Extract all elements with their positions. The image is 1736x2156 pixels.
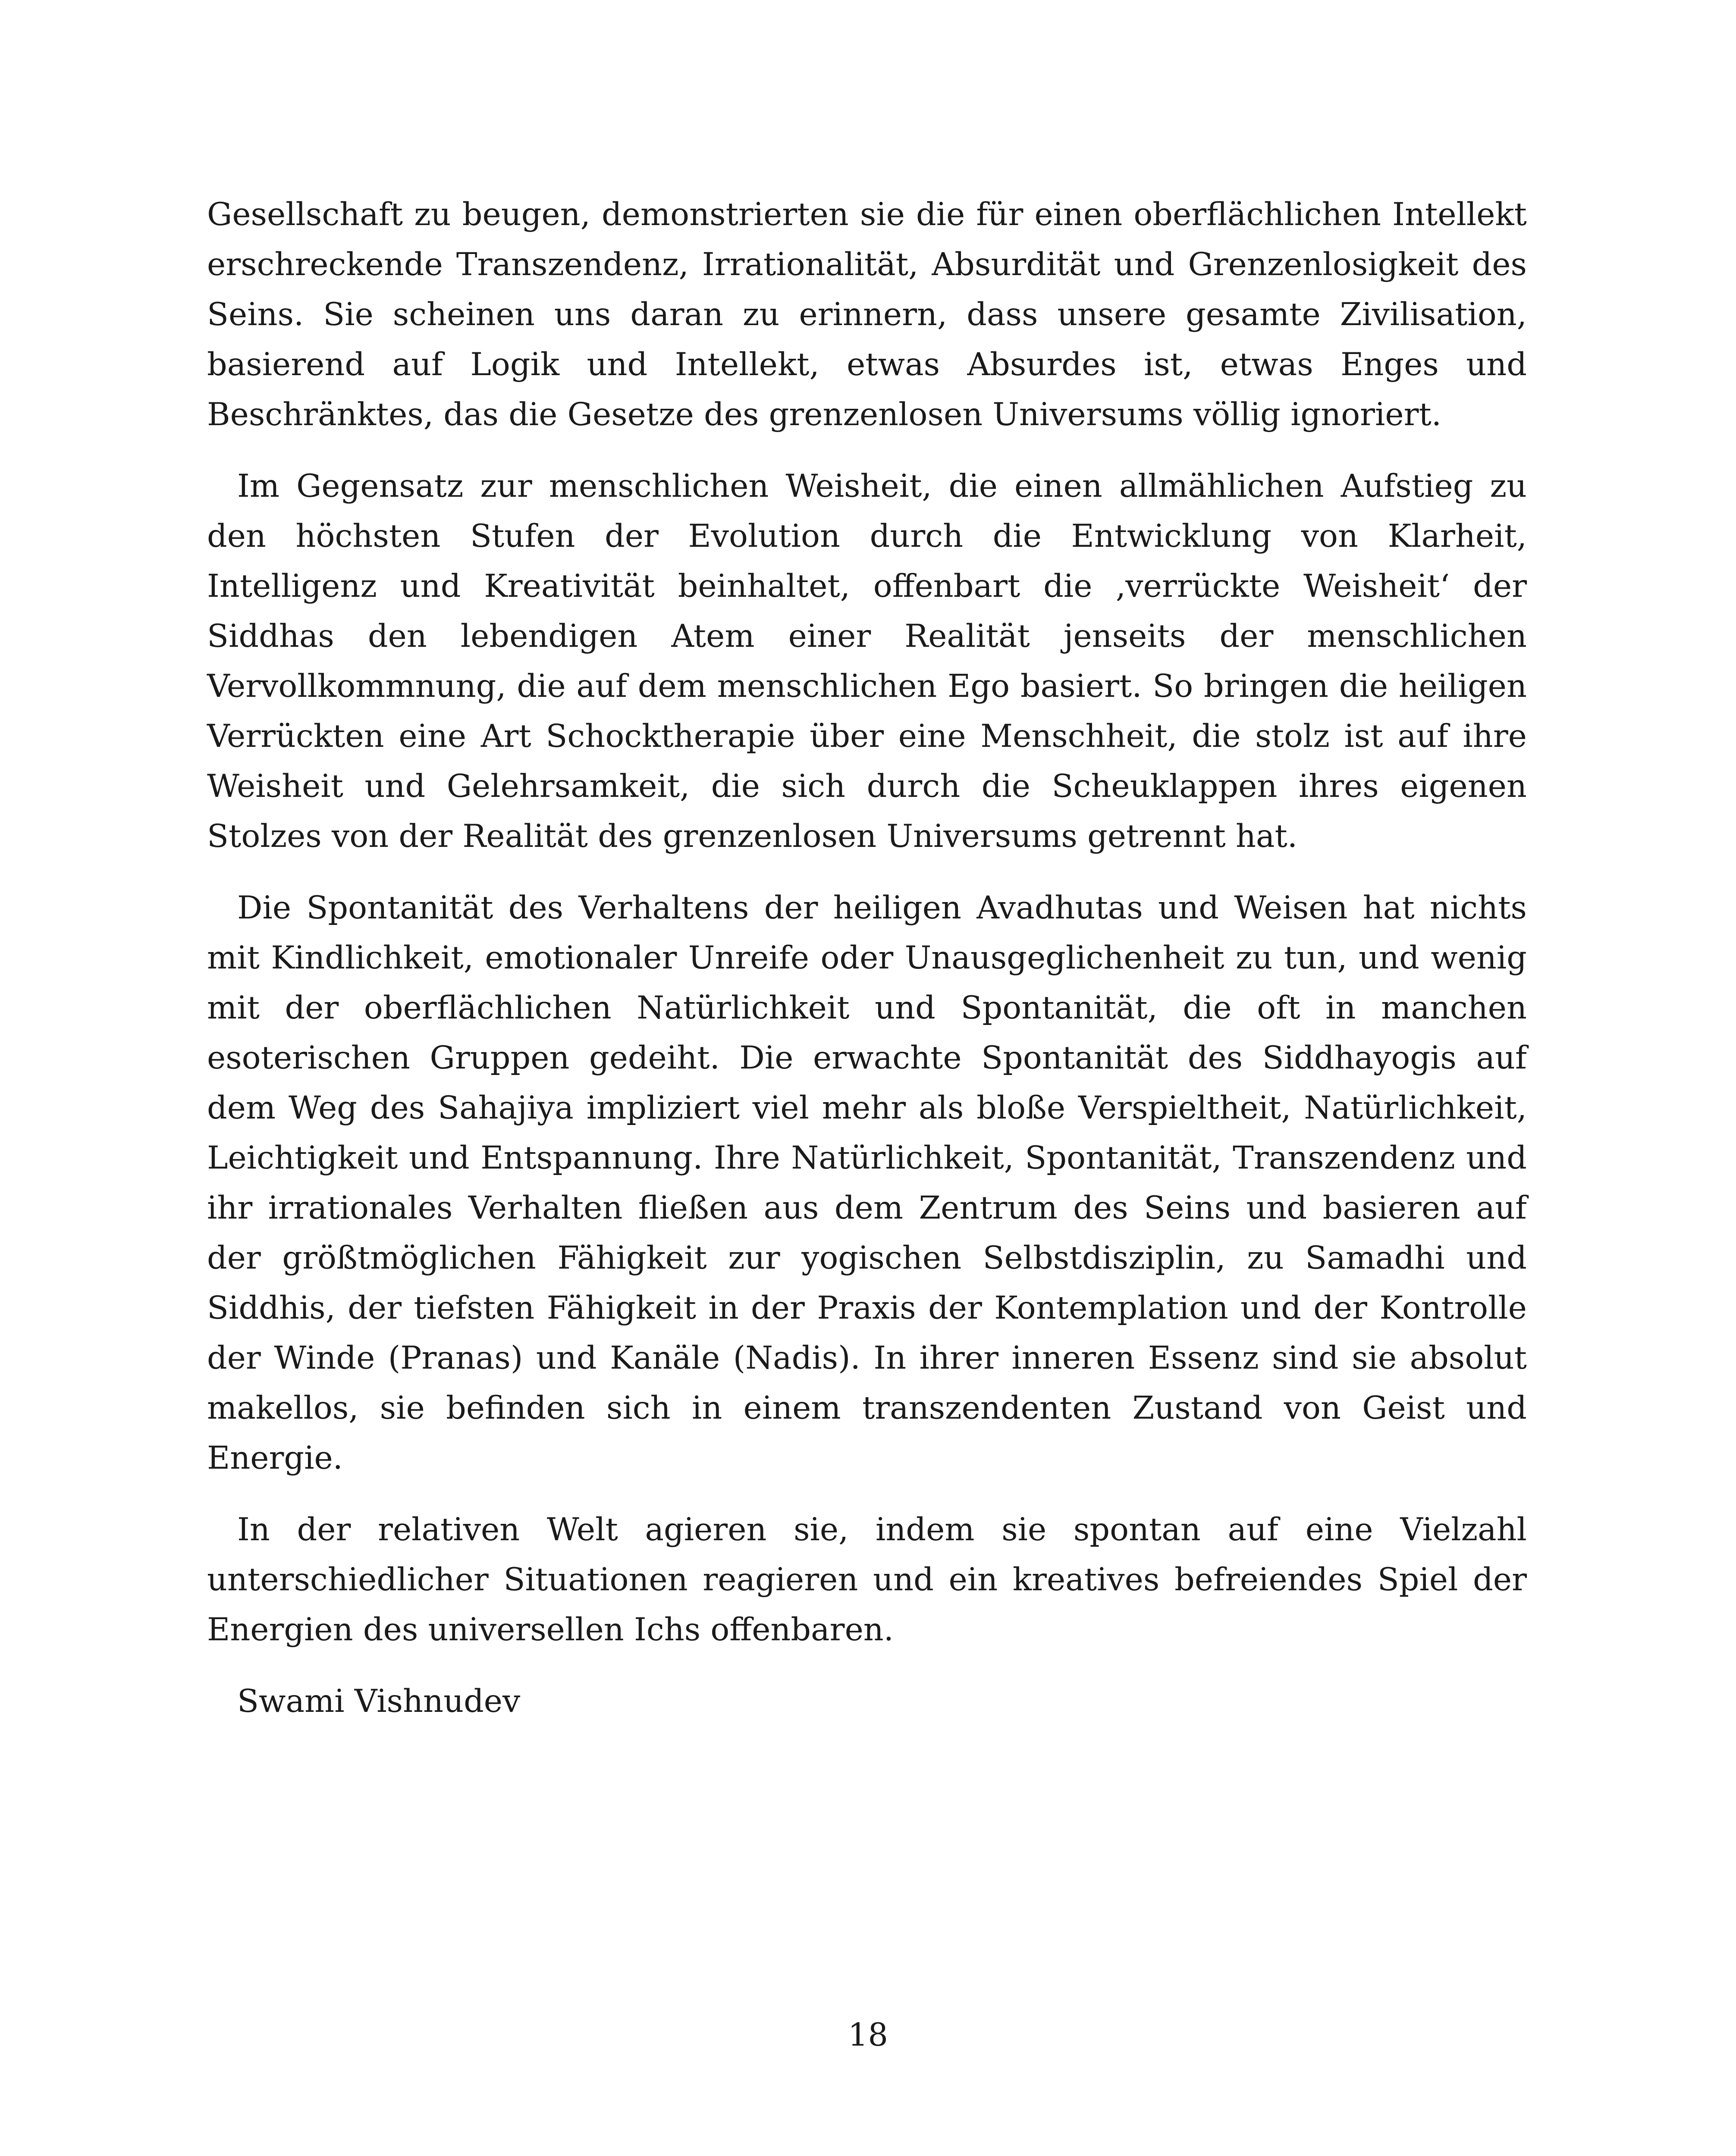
paragraph-1: Gesellschaft zu beugen, demonstrierten sie die für einen oberflächlichen Intellekt erschreckende Transzendenz, Irrationalität, Absurdität und Grenzenlosigkeit des Seins. Sie scheinen uns daran zu erinnern, dass unsere gesamte Zivilisation, basierend auf Logik und Intellekt, etwas Absurdes ist, etwas Enges und Beschränktes, das die Gesetze des grenzenlosen Universums völlig ignoriert. [207, 196, 1527, 433]
author-signature: Swami Vishnudev [237, 1683, 521, 1720]
body-text [207, 190, 1527, 1748]
paragraph-3: Die Spontanität des Verhaltens der heiligen Avadhutas und Weisen hat nichts mit Kindlichkeit, emotionaler Unreife oder Unausgeglichenheit zu tun, und wenig mit der oberflächlichen Natürlichkeit und Spontanität, die oft in manchen esoterischen Gruppen gedeiht. Die erwachte Spontanität des Siddhayogis auf dem Weg des Sahajiya impliziert viel mehr als bloße Verspieltheit, Natürlichkeit, Leichtigkeit und Entspannung. Ihre Natürlichkeit, Spontanität, Transzendenz und ihr irrationales Verhalten fließen aus dem Zentrum des Seins und basieren auf der größtmöglichen Fähigkeit zur yogischen Selbstdisziplin, zu Samadhi und Siddhis, der tiefsten Fähigkeit in der Praxis der Kontemplation und der Kontrolle der Winde (Pranas) und Kanäle (Nadis). In ihrer inneren Essenz sind sie absolut makellos, sie befinden sich in einem transzendenten Zustand von Geist und Energie. [207, 890, 1527, 1476]
paragraph-4: In der relativen Welt agieren sie, indem sie spontan auf eine Vielzahl unterschiedlicher Situationen reagieren und ein kreatives befreiendes Spiel der Energien des universellen Ichs offenbaren. [207, 1511, 1527, 1648]
paragraph-2: Im Gegensatz zur menschlichen Weisheit, die einen allmählichen Aufstieg zu den höchsten Stufen der Evolution durch die Entwicklung von Klarheit, Intelligenz und Kreativität beinhaltet, offenbart die ‚verrückte Weisheit‘ der Siddhas den lebendigen Atem einer Realität jenseits der menschlichen Vervollkommnung, die auf dem menschlichen Ego basiert. So bringen die heiligen Verrückten eine Art Schocktherapie über eine Menschheit, die stolz ist auf ihre Weisheit und Gelehrsamkeit, die sich durch die Scheuklappen ihres eigenen Stolzes von der Realität des grenzenlosen Universums getrennt hat. [207, 468, 1527, 855]
page-number: 18 [848, 2017, 888, 2053]
